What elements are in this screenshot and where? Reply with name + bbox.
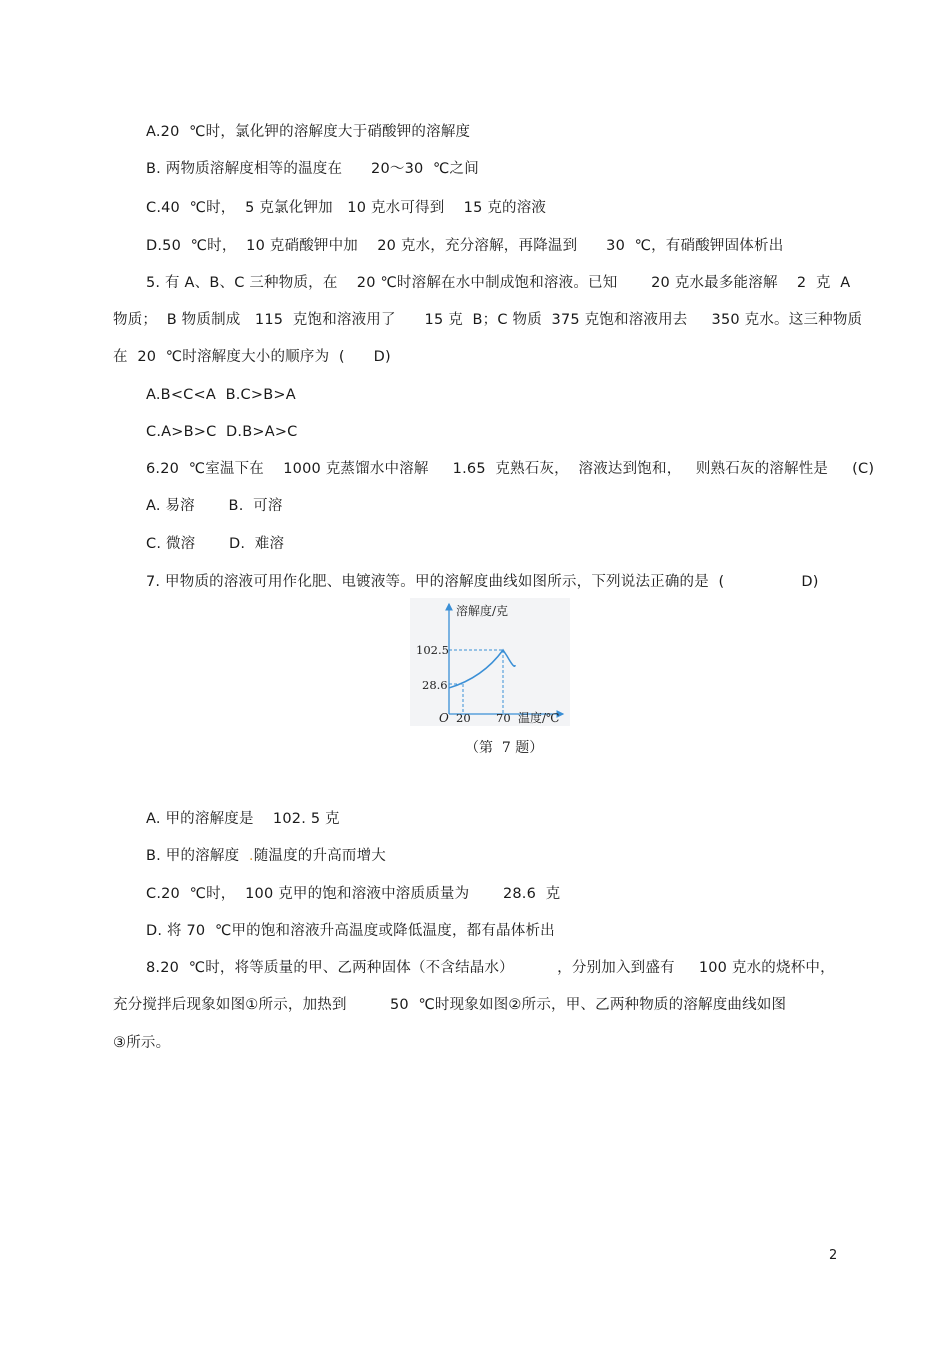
question-5-line-2: 物质； B 物质制成 115 克饱和溶液用了 15 克 B；C 物质 375 克饱和溶液用去 350 克水。这三种物质 <box>113 312 863 328</box>
solubility-curve-line <box>449 650 515 688</box>
question-7: 7. 甲物质的溶液可用作化肥、电镀液等。甲的溶解度曲线如图所示，下列说法正确的是 ( D) <box>146 574 819 590</box>
origin-label: O <box>439 711 449 725</box>
option-6ab: A. 易溶 B. 可溶 <box>146 498 283 514</box>
option-4a: A.20 ℃时，氯化钾的溶解度大于硝酸钾的溶解度 <box>146 124 471 140</box>
option-7d: D. 将 70 ℃甲的饱和溶液升高温度或降低温度，都有晶体析出 <box>146 923 555 939</box>
question-5-line-3: 在 20 ℃时溶解度大小的顺序为 ( D) <box>113 349 391 365</box>
y-tick-28-6: 28.6 <box>422 678 448 692</box>
x-tick-70: 70 <box>496 711 511 725</box>
figure-caption: （第 7 题） <box>465 740 544 756</box>
x-tick-20: 20 <box>456 711 471 725</box>
y-tick-102-5: 102.5 <box>416 643 449 657</box>
option-7b <box>146 846 386 866</box>
emphasis-dot: . <box>248 848 254 864</box>
question-5-line-1: 5. 有 A、B、C 三种物质，在 20 ℃时溶解在水中制成饱和溶液。已知 20 克水最多能溶解 2 克 A <box>146 275 851 291</box>
option-7a: A. 甲的溶解度是 102. 5 克 <box>146 811 340 827</box>
option-5ab: A.B<C<A B.C>B>A <box>146 387 296 403</box>
question-8-line-2: 充分搅拌后现象如图①所示，加热到 50 ℃时现象如图②所示，甲、乙两种物质的溶解度曲线如图 <box>113 997 787 1013</box>
solubility-curve-figure <box>410 598 570 726</box>
option-5cd: C.A>B>C D.B>A>C <box>146 424 298 440</box>
option-4b: B. 两物质溶解度相等的温度在 20～30 ℃之间 <box>146 161 479 177</box>
x-axis-label: 温度/℃ <box>518 711 560 725</box>
option-7b-start: B. 甲的溶解度 <box>146 848 249 864</box>
option-4d: D.50 ℃时， 10 克硝酸钾中加 20 克水，充分溶解，再降温到 30 ℃，有硝酸钾固体析出 <box>146 238 784 254</box>
solubility-chart <box>410 598 570 726</box>
option-7c: C.20 ℃时， 100 克甲的饱和溶液中溶质质量为 28.6 克 <box>146 886 561 902</box>
question-8-line-3: ③所示。 <box>113 1035 171 1051</box>
question-8-line-1: 8.20 ℃时，将等质量的甲、乙两种固体（不含结晶水） ，分别加入到盛有 100 克水的烧杯中， <box>146 960 835 976</box>
page-number: 2 <box>829 1248 838 1263</box>
option-4c: C.40 ℃时， 5 克氯化钾加 10 克水可得到 15 克的溶液 <box>146 200 547 216</box>
option-6cd: C. 微溶 D. 难溶 <box>146 536 285 552</box>
option-7b-end: 随温度的升高而增大 <box>253 848 387 864</box>
question-6: 6.20 ℃室温下在 1000 克蒸馏水中溶解 1.65 克熟石灰， 溶液达到饱和， 则熟石灰的溶解性是 (C) <box>146 461 875 477</box>
y-axis-label: 溶解度/克 <box>456 604 509 618</box>
